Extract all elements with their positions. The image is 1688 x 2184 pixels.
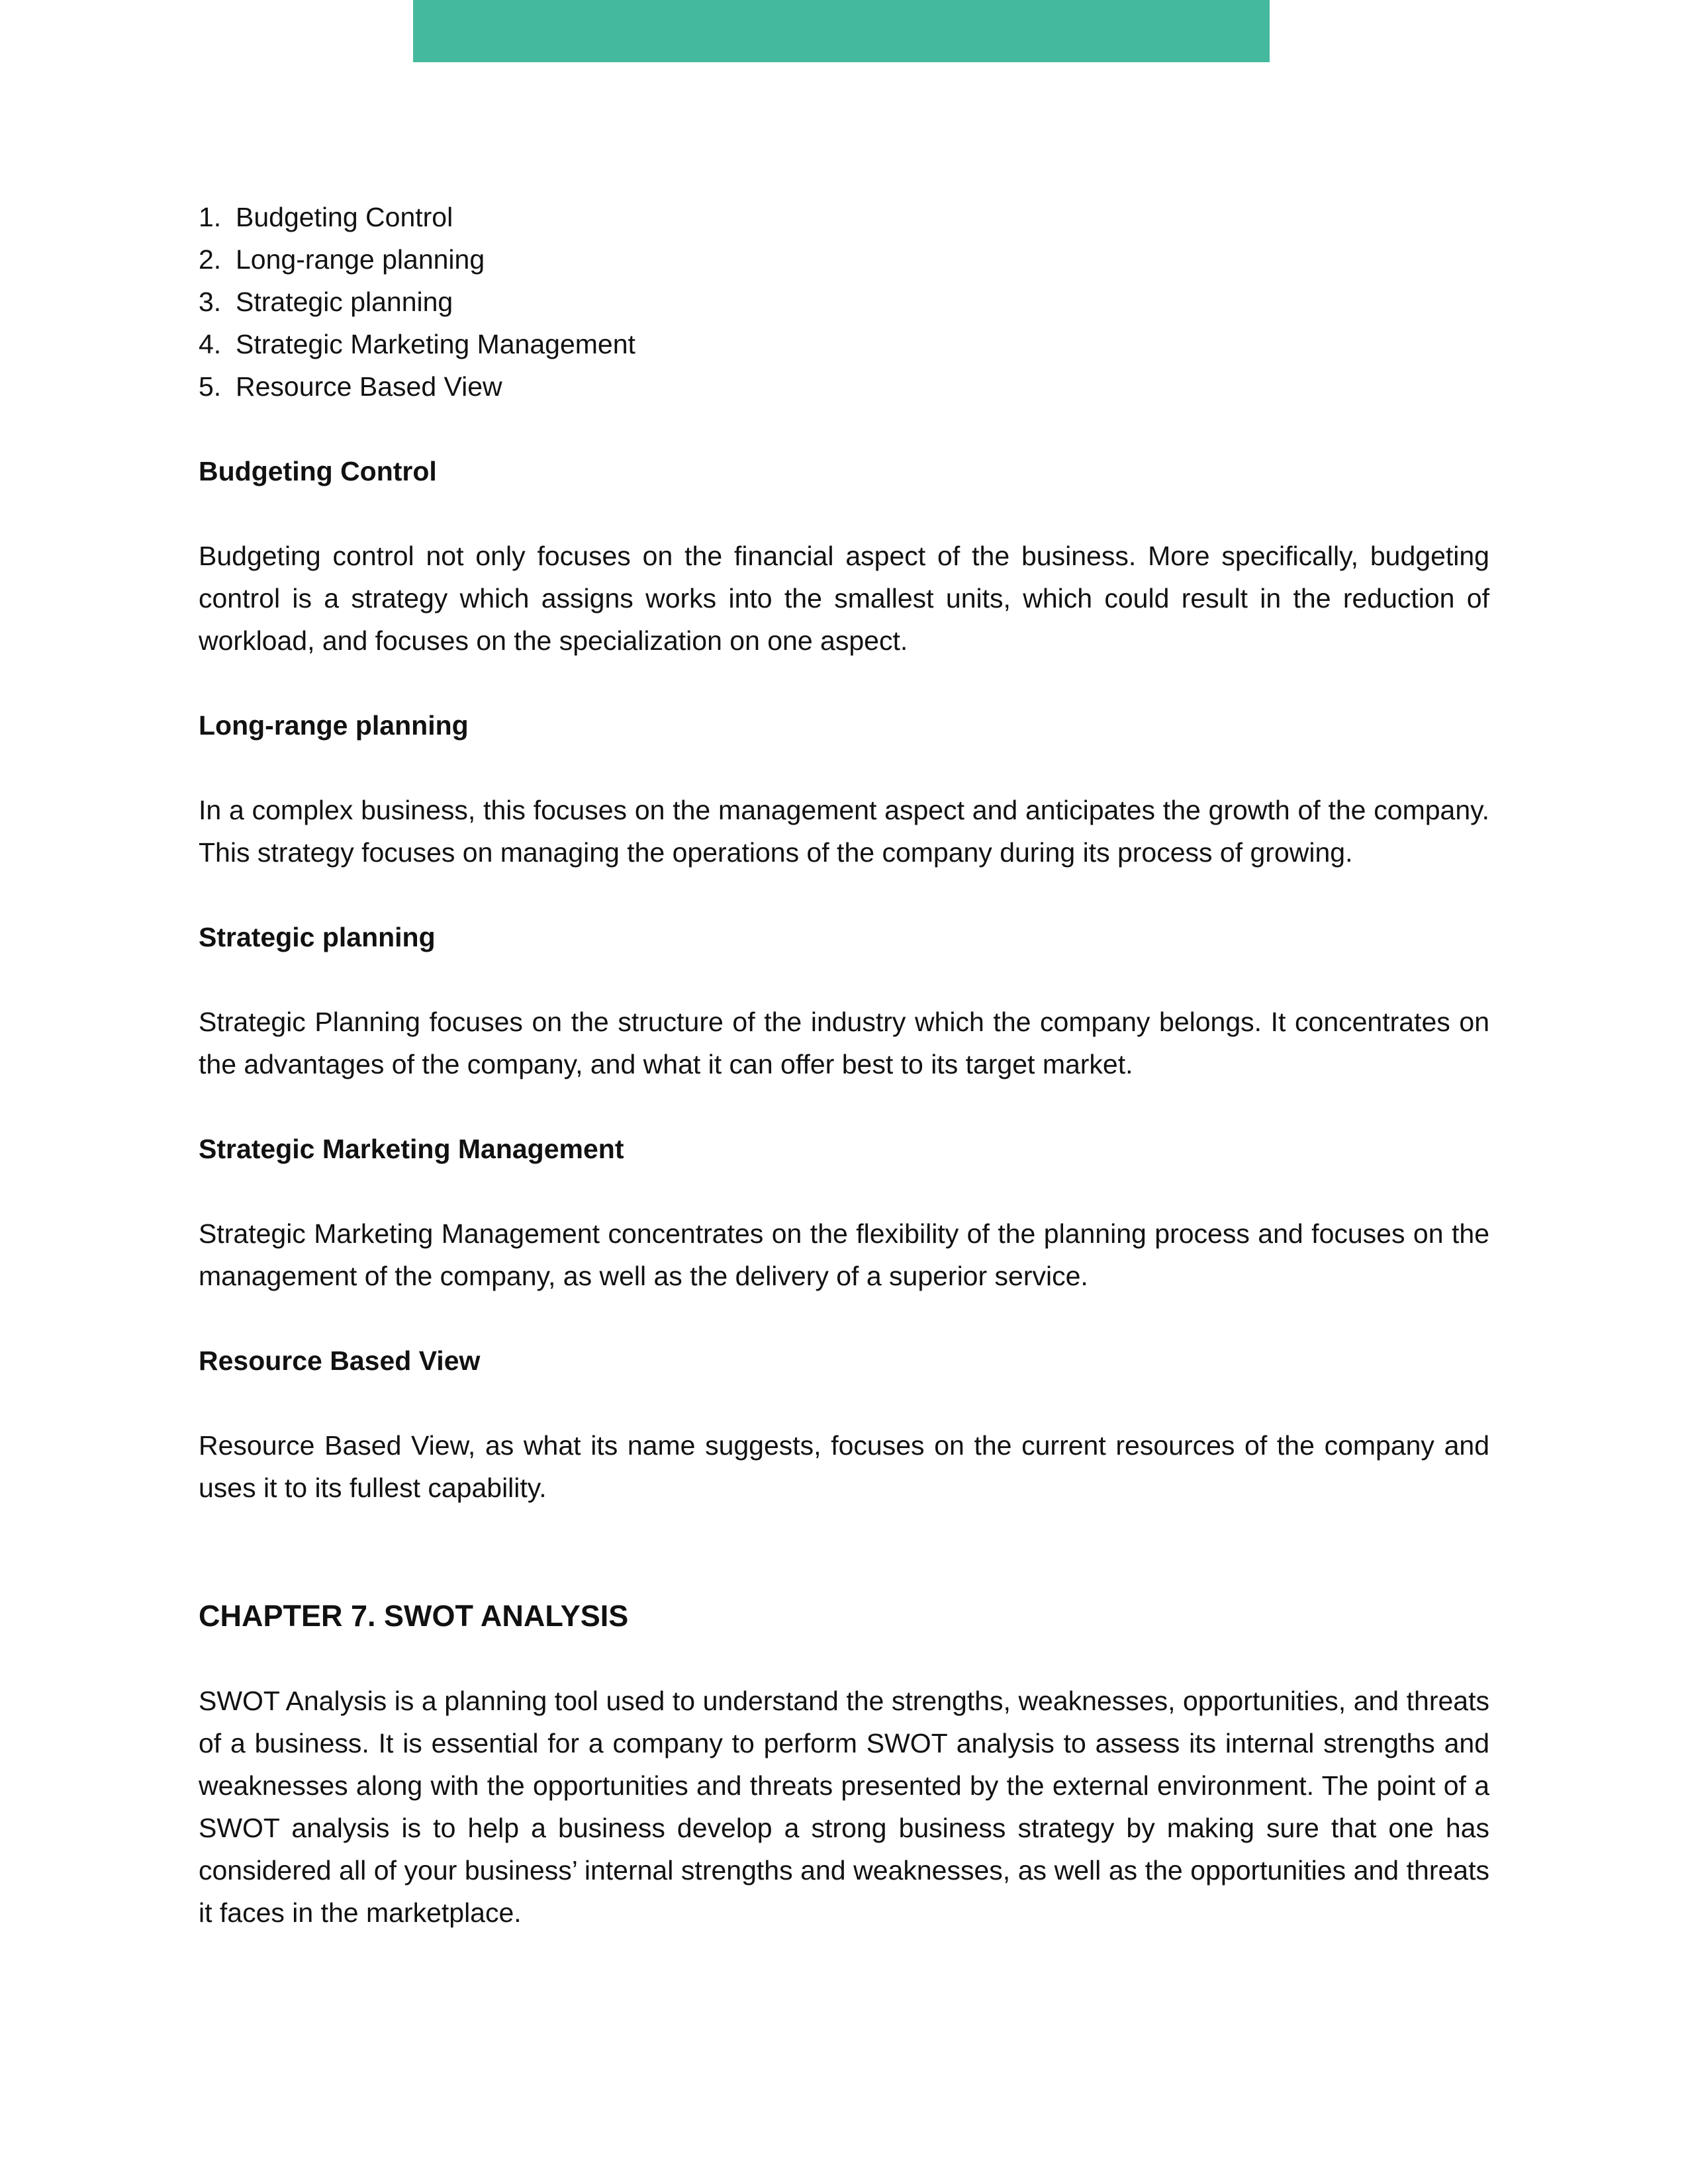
section-heading-strategic-marketing-management: Strategic Marketing Management [199,1134,624,1164]
section-heading-budgeting-control: Budgeting Control [199,456,437,486]
section-text-long-range-planning: In a complex business, this focuses on the management aspect and anticipates the growth of the company. This strategy focuses on managing the operations of the company during its process of growing. [199,795,1489,868]
list-item [199,323,1489,365]
chapter-text: SWOT Analysis is a planning tool used to understand the strengths, weaknesses, opportunities, and threats of a business. It is essential for a company to perform SWOT analysis to assess its internal strengths and weaknesses along with the opportunities and threats presented by the external environment. The point of a SWOT analysis is to help a business develop a strong business strategy by making sure that one has considered all of your business’ internal strengths and weaknesses, as well as the opportunities and threats it faces in the marketplace. [199,1686,1489,1928]
list-item [199,281,1489,323]
header-color-band [413,0,1270,62]
section-heading-long-range-planning: Long-range planning [199,710,469,741]
section-text-strategic-marketing-management: Strategic Marketing Management concentrates on the flexibility of the planning process and focuses on the management of the company, as well as the delivery of a superior service. [199,1218,1489,1291]
list-item-label: Long-range planning [236,244,485,275]
section-heading-strategic-planning: Strategic planning [199,922,436,952]
list-item-number: 5. [199,371,222,402]
page-content [199,196,1489,1934]
list-item-label: Strategic Marketing Management [236,329,635,359]
list-item [199,196,1489,238]
section-text-resource-based-view: Resource Based View, as what its name suggests, focuses on the current resources of the company and uses it to its fullest capability. [199,1430,1489,1503]
list-item-label: Strategic planning [236,287,453,317]
list-item [199,365,1489,408]
list-item-number: 1. [199,202,222,232]
list-item-label: Budgeting Control [236,202,453,232]
list-item-number: 4. [199,329,222,359]
section-text-budgeting-control: Budgeting control not only focuses on the financial aspect of the business. More specifically, budgeting control is a strategy which assigns works into the smallest units, which could result in the reduction of workload, and focuses on the specialization on one aspect. [199,541,1489,656]
list-item [199,238,1489,281]
list-item-label: Resource Based View [236,371,502,402]
list-item-number: 2. [199,244,222,275]
list-item-number: 3. [199,287,222,317]
chapter-title: CHAPTER 7. SWOT ANALYSIS [199,1599,629,1633]
section-text-strategic-planning: Strategic Planning focuses on the structure of the industry which the company belongs. It concentrates on the advantages of the company, and what it can offer best to its target market. [199,1007,1489,1079]
strategy-list [199,196,1489,408]
section-heading-resource-based-view: Resource Based View [199,1345,481,1376]
